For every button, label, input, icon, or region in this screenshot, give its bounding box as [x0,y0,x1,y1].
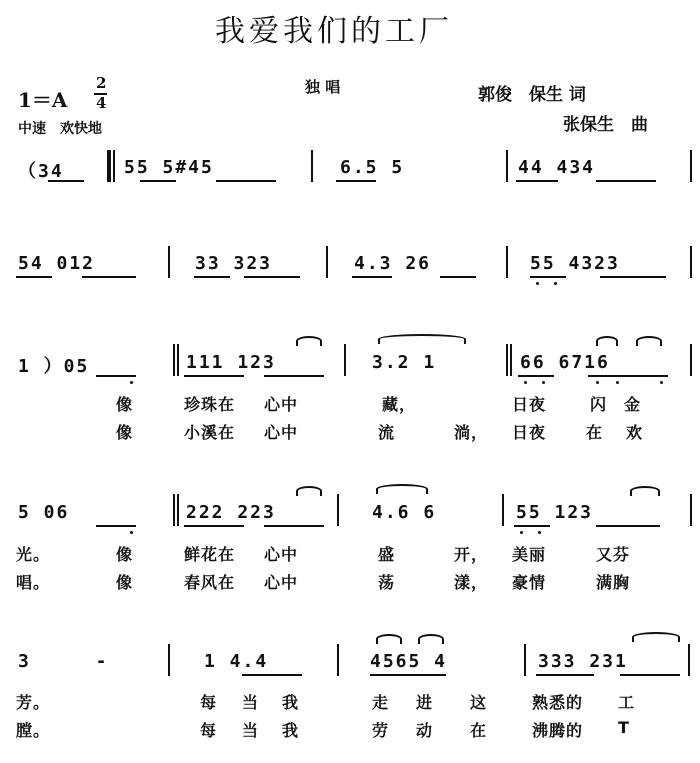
low-octave-dot [130,381,133,384]
lyric: 满胸 [596,573,631,592]
measure-2-3: 4.3 26 [354,253,432,274]
repeat-start-barline [107,150,111,182]
measure-3-2: 111 123 [186,352,276,373]
lyric: 这 [470,693,488,712]
measure-2-2: 33 323 [195,253,273,274]
lyric: 开， [454,545,489,564]
underline [518,375,554,377]
lyric: 豪情 [512,573,547,592]
underline [140,180,176,182]
underline [244,276,300,278]
slur [596,336,618,346]
lyric: 唱。 [16,573,51,592]
lyric: 每 [200,721,218,740]
lyric: 每 [200,693,218,712]
lyric: 动 [416,721,434,740]
underline [264,375,324,377]
barline [173,344,175,376]
measure-3-3: 3.2 1 [372,352,437,373]
lyric: 珍珠在 [184,395,236,414]
slur [296,486,322,496]
measure-4-4: 55 123 [516,502,594,523]
barline [690,494,692,526]
barline [337,644,339,676]
lyric: 熟悉的 [532,693,584,712]
barline [524,644,526,676]
lyric: 当 [242,721,260,740]
lyric: 我 [282,721,300,740]
measure-4-1: 5 06 [18,502,70,523]
slur [632,632,680,642]
lyric: 在 [586,423,604,442]
lyric: 欢 [626,423,644,442]
barline [177,344,179,376]
lyric: 美丽 [512,545,547,564]
measure-2-1: 54 012 [18,253,96,274]
underline [440,276,476,278]
lyric: 走 [372,693,390,712]
lyric: 像 [116,573,134,592]
underline [242,674,302,676]
performance-label: 独 唱 [305,78,341,96]
measure-4-2: 222 223 [186,502,276,523]
slur [630,486,660,496]
lyricist-credit: 郭俊 保生 词 [478,85,586,105]
low-octave-dot [542,381,545,384]
lyric: 心中 [264,395,299,414]
measure-5-4: 333 231 [538,651,628,672]
low-octave-dot [616,381,619,384]
underline [48,180,84,182]
lyric: 日夜 [512,395,547,414]
measure-1-4: 44 434 [518,157,596,178]
lyric: 劳 [372,721,390,740]
slur [636,336,662,346]
barline [337,494,339,526]
barline [113,150,115,182]
barline [510,344,512,376]
underline [596,180,656,182]
lyric: 我 [282,693,300,712]
composer-credit: 张保生 曲 [563,115,648,135]
underline [352,276,392,278]
lyric: 春风在 [184,573,236,592]
measure-3-1: 1 ）05 [18,356,90,377]
barline [690,150,692,182]
barline [344,344,346,376]
lyric: 心中 [264,545,299,564]
barline [168,246,170,278]
low-octave-dot [536,282,539,285]
underline [82,276,136,278]
time-signature-top: 2 [96,74,107,92]
underline [216,180,276,182]
page-title: 我爱我们的工厂 [215,14,453,49]
lyric: 当 [242,693,260,712]
measure-1-2: 55 5#45 [124,157,214,178]
measure-3-4: 66 6716 [520,352,610,373]
barline [690,344,692,376]
slur [376,634,402,644]
barline [690,246,692,278]
underline [184,525,244,527]
slur [378,334,466,344]
underline [16,276,52,278]
underline [514,525,550,527]
underline [600,276,666,278]
lyric: 漾， [454,573,489,592]
measure-5-2: 1 4.4 [204,651,269,672]
lyric: 芳。 [16,693,51,712]
lyric: 小溪在 [184,423,236,442]
low-octave-dot [554,282,557,285]
measure-2-4: 55 4323 [530,253,620,274]
barline [173,494,175,526]
underline [536,674,594,676]
low-octave-dot [524,381,527,384]
low-octave-dot [520,531,523,534]
lyric: 淌， [454,423,489,442]
barline [506,150,508,182]
underline [370,674,446,676]
lyric: 心中 [264,423,299,442]
lyric: 像 [116,395,134,414]
underline [620,674,680,676]
lyric: 沸腾的 [532,721,584,740]
lyric: 工 [618,693,636,712]
lyric: 像 [116,545,134,564]
barline [326,246,328,278]
barline [502,494,504,526]
barline [311,150,313,182]
lyric: 膛。 [16,721,51,740]
lyric: 光。 [16,545,51,564]
underline [530,276,566,278]
lyric: 进 [416,693,434,712]
measure-1-3: 6.5 5 [340,157,405,178]
barline [177,494,179,526]
low-octave-dot [130,531,133,534]
time-signature-bottom: 4 [96,94,107,112]
underline [588,375,668,377]
lyric: 藏， [382,395,417,414]
measure-5-1: 3 - [18,651,135,672]
underline [184,375,244,377]
barline [168,644,170,676]
underline [516,180,558,182]
slur [418,634,444,644]
lyric: 又芬 [596,545,631,564]
underline [336,180,376,182]
low-octave-dot [660,381,663,384]
lyric: 金 [624,395,642,414]
measure-4-3: 4.6 6 [372,502,437,523]
slur [296,336,322,346]
lyric: 心中 [264,573,299,592]
barline [506,246,508,278]
underline [96,525,136,527]
lyric: 流 [378,423,396,442]
low-octave-dot [538,531,541,534]
low-octave-dot [596,381,599,384]
underline [96,375,136,377]
lyric: 盛 [378,545,396,564]
tempo-marking: 中速 欢快地 [18,121,102,137]
underline [596,525,660,527]
lyric: T [618,718,630,737]
slur [376,484,428,494]
measure-1-1: （34 [18,161,64,182]
lyric: 闪 [590,395,608,414]
lyric: 荡 [378,573,396,592]
underline [264,525,324,527]
lyric: 鲜花在 [184,545,236,564]
barline [688,644,690,676]
underline [194,276,230,278]
key-signature: 1＝A [18,88,68,112]
lyric: 日夜 [512,423,547,442]
lyric: 像 [116,423,134,442]
barline [506,344,508,376]
measure-5-3: 4565 4 [370,651,448,672]
lyric: 在 [470,721,488,740]
